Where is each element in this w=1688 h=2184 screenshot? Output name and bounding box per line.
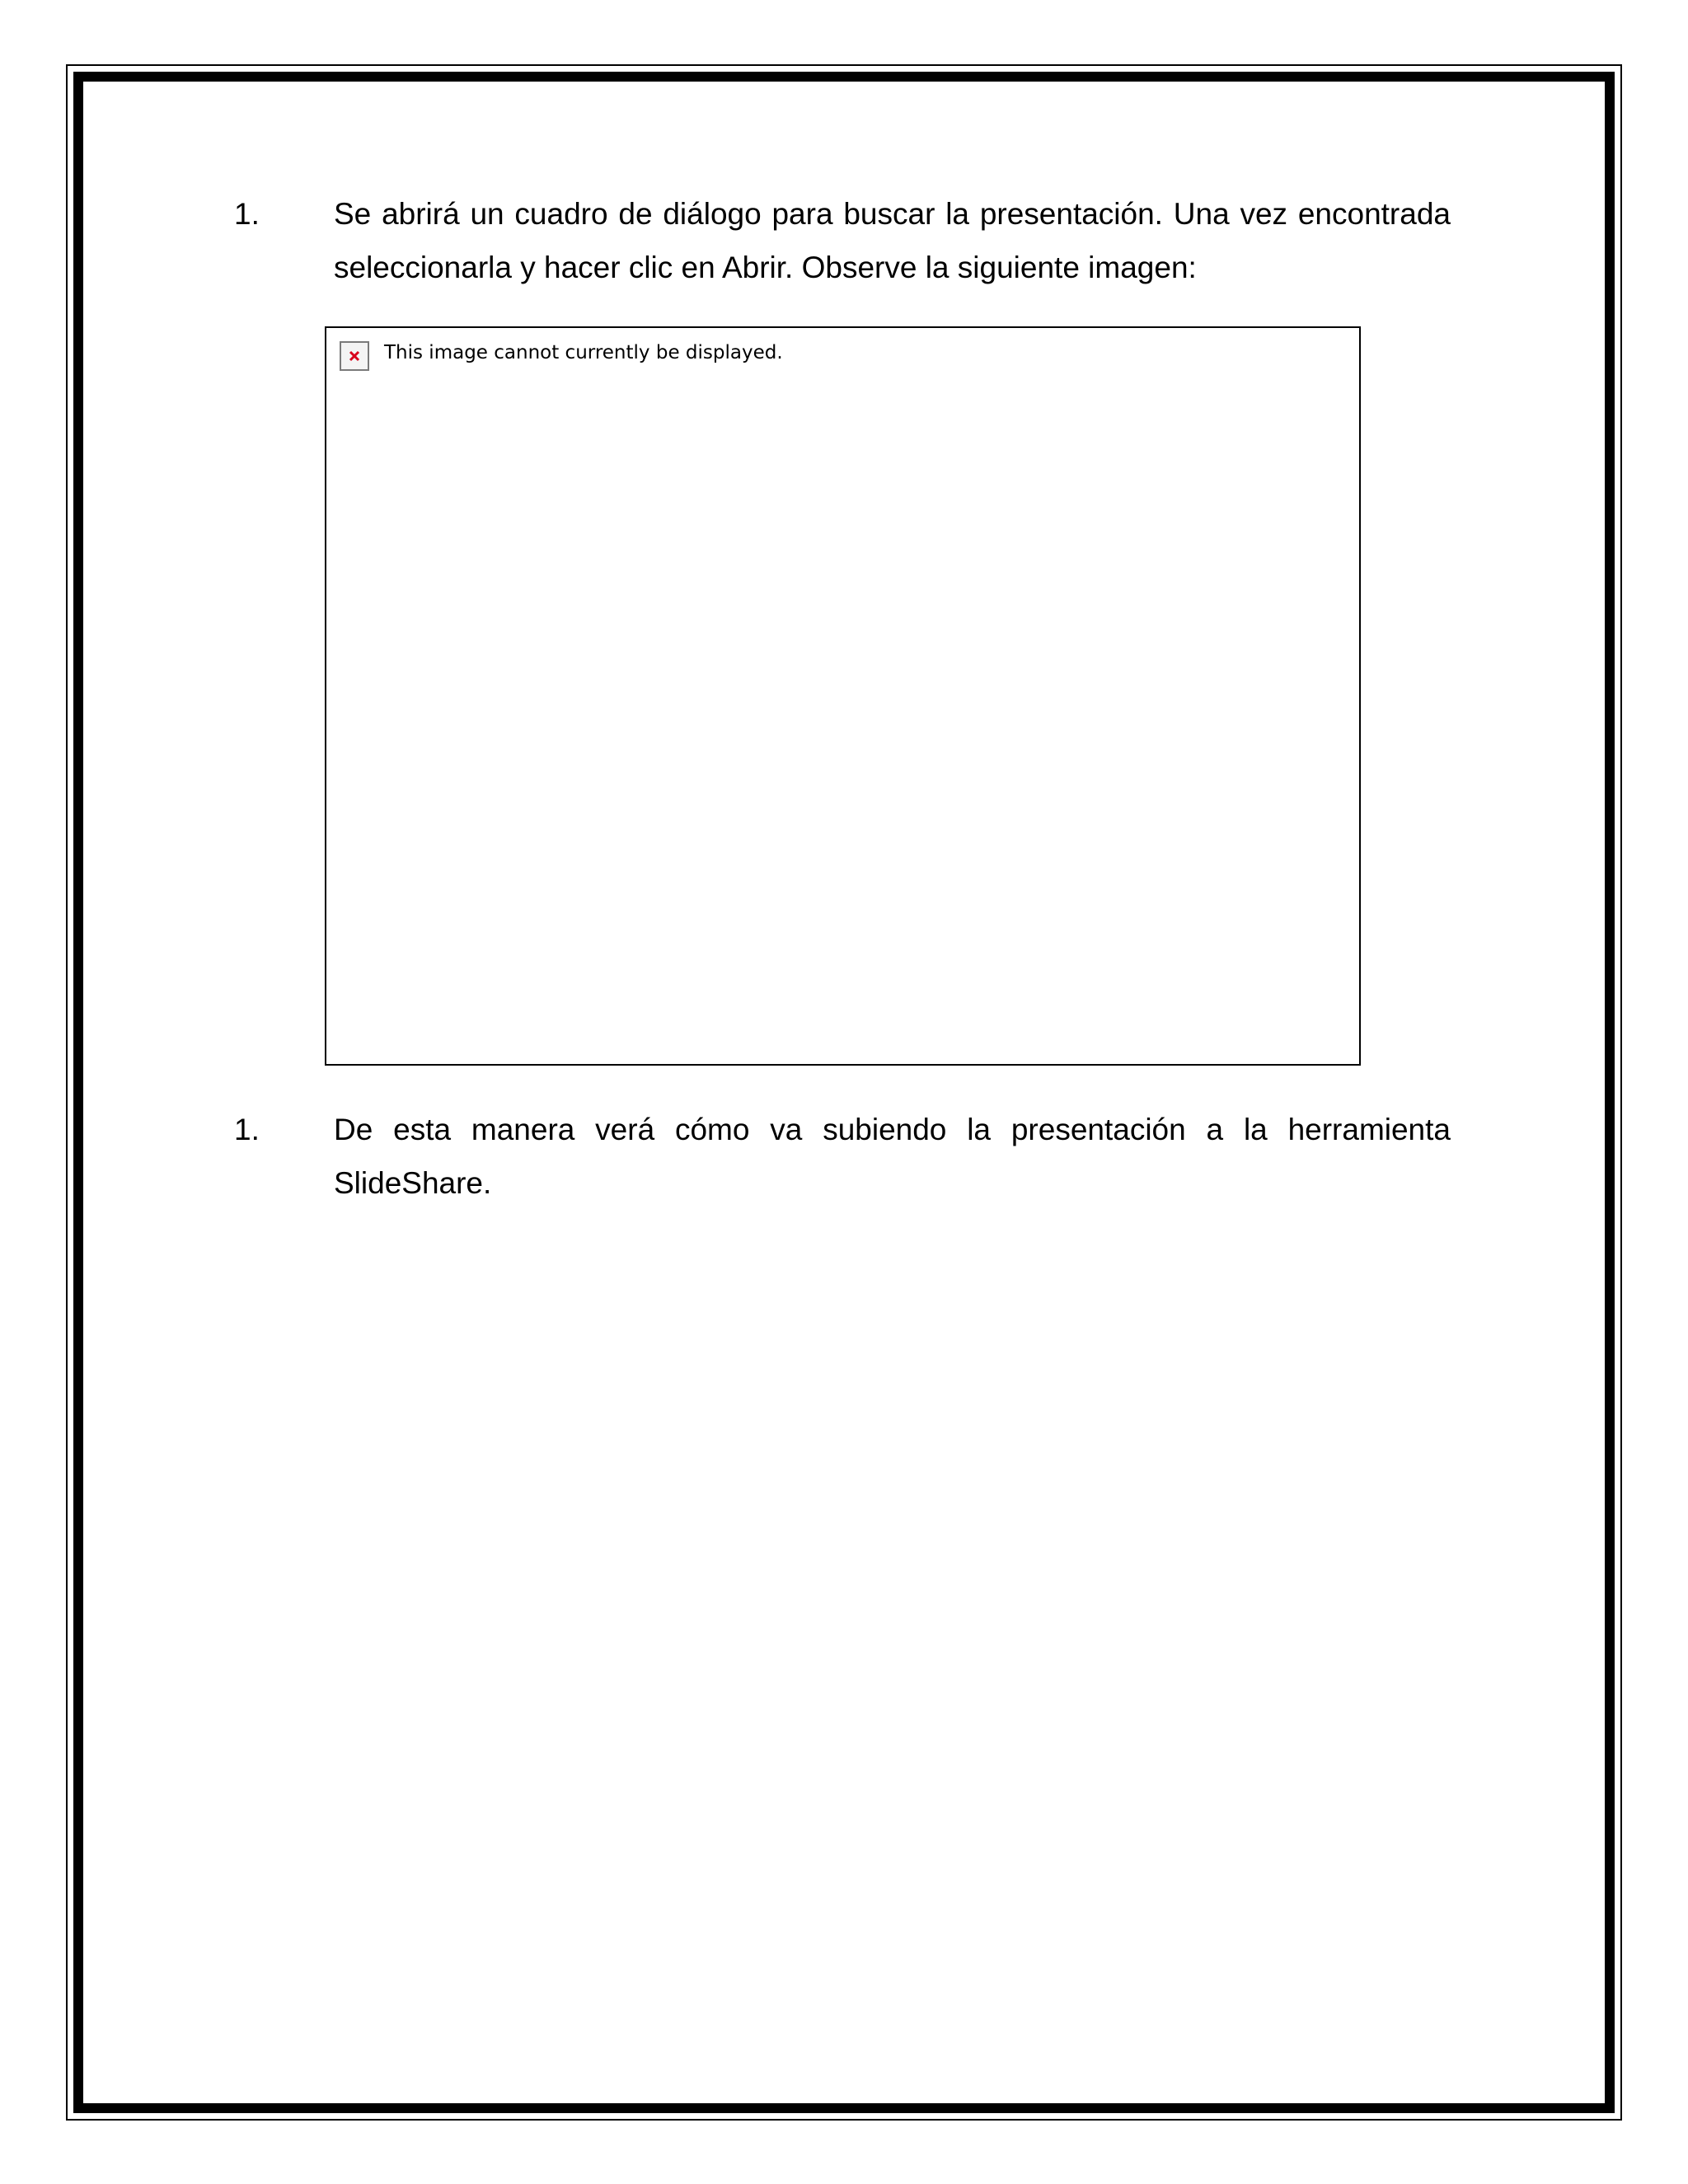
missing-image-message: This image cannot currently be displayed. [384, 342, 783, 363]
list-item-number: 1. [234, 1113, 260, 1146]
list-item-text: De esta manera verá cómo va subiendo la presentación a la herramienta SlideShare. [334, 1113, 1451, 1200]
list-item-number: 1. [234, 197, 260, 231]
missing-image-placeholder [325, 326, 1361, 1066]
broken-image-icon [340, 341, 369, 371]
list-item-text: Se abrirá un cuadro de diálogo para buscar la presentación. Una vez encontrada seleccionarla y hacer clic en Abrir. Observe la siguiente imagen: [334, 197, 1451, 284]
